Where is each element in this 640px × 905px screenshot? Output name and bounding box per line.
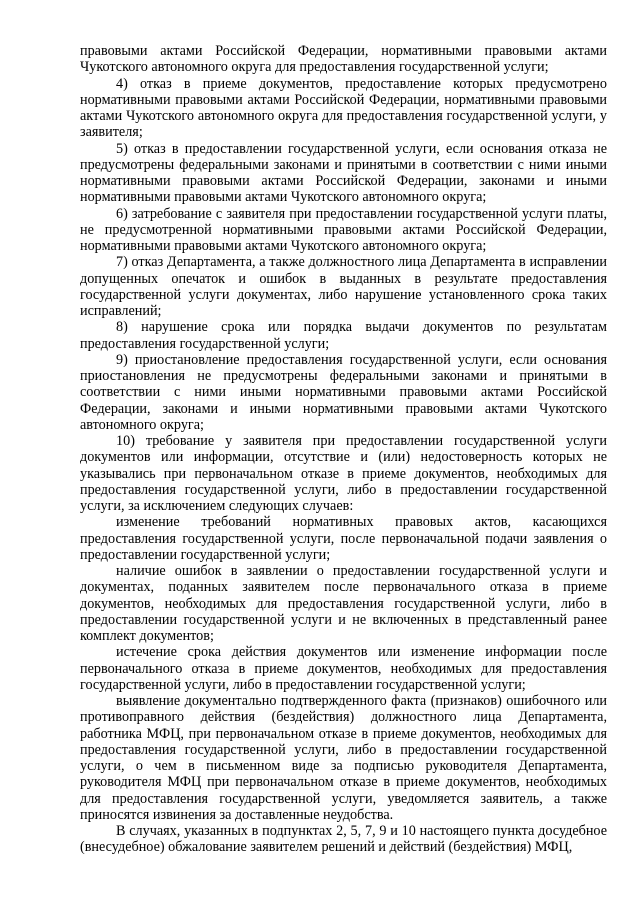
paragraph-item-8: 8) нарушение срока или порядка выдачи документов по результатам предоставления государственной услуги; <box>80 319 607 352</box>
paragraph-exception-expiry: истечение срока действия документов или изменение информации после первоначального отказа в приеме документов, необходимых для предоставления государственной услуги, либо в предоставлении государственной услуги; <box>80 644 607 693</box>
paragraph-item-4: 4) отказ в приеме документов, предоставление которых предусмотрено нормативными правовыми актами Российской Федерации, нормативными правовыми актами Чукотского автономного округа для предоставления государственной услуги, у заявителя; <box>80 75 607 141</box>
document-page <box>80 43 607 856</box>
paragraph-exception-requirements-change: изменение требований нормативных правовых актов, касающихся предоставления государственной услуги, после первоначальной подачи заявления о предоставлении государственной услуги; <box>80 514 607 563</box>
paragraph-item-7: 7) отказ Департамента, а также должностного лица Департамента в исправлении допущенных опечаток и ошибок в выданных в результате предоставления государственной услуги документах, либо нарушение установленного срока таких исправлений; <box>80 254 607 319</box>
paragraph-item-10: 10) требование у заявителя при предоставлении государственной услуги документов или информации, отсутствие и (или) недостоверность которых не указывались при первоначальном отказе в приеме документов, необходимых для предоставления государственной услуги, либо в предоставлении государственной услуги, за исключением следующих случаев: <box>80 433 607 514</box>
paragraph-continuation: правовыми актами Российской Федерации, нормативными правовыми актами Чукотского автономного округа для предоставления государственной услуги; <box>80 43 607 76</box>
paragraph-pretrial-appeal: В случаях, указанных в подпунктах 2, 5, 7, 9 и 10 настоящего пункта досудебное (внесудебное) обжалование заявителем решений и действий (бездействия) МФЦ, <box>80 823 607 856</box>
paragraph-item-5: 5) отказ в предоставлении государственной услуги, если основания отказа не предусмотрены федеральными законами и принятыми в соответствии с ними иными нормативными правовыми актами Российской Федерации, законами и иными нормативными правовыми актами Чукотского автономного округа; <box>80 140 607 206</box>
paragraph-exception-violation: выявление документально подтвержденного факта (признаков) ошибочного или противоправного действия (бездействия) должностного лица Департамента, работника МФЦ, при первоначальном отказе в приеме документов, необходимых для предоставления государственной услуги, либо в предоставлении государственной услуги, о чем в письменном виде за подписью руководителя Департамента, руководителя МФЦ при первоначальном отказе в приеме документов, необходимых для предоставления государственной услуги, уведомляется заявитель, а также приносятся извинения за доставленные неудобства. <box>80 693 607 823</box>
paragraph-exception-errors: наличие ошибок в заявлении о предоставлении государственной услуги и документах, поданных заявителем после первоначального отказа в приеме документов, необходимых для предоставления государственной услуги, либо в предоставлении государственной услуги и не включенных в представленный ранее комплект документов; <box>80 563 607 644</box>
paragraph-item-9: 9) приостановление предоставления государственной услуги, если основания приостановления не предусмотрены федеральными законами и принятыми в соответствии с ними иными нормативными правовыми актами Российской Федерации, законами и иными нормативными правовыми актами Чукотского автономного округа; <box>80 351 607 433</box>
paragraph-item-6: 6) затребование с заявителя при предоставлении государственной услуги платы, не предусмотренной нормативными правовыми актами Российской Федерации, нормативными правовыми актами Чукотского автономного округа; <box>80 205 607 254</box>
